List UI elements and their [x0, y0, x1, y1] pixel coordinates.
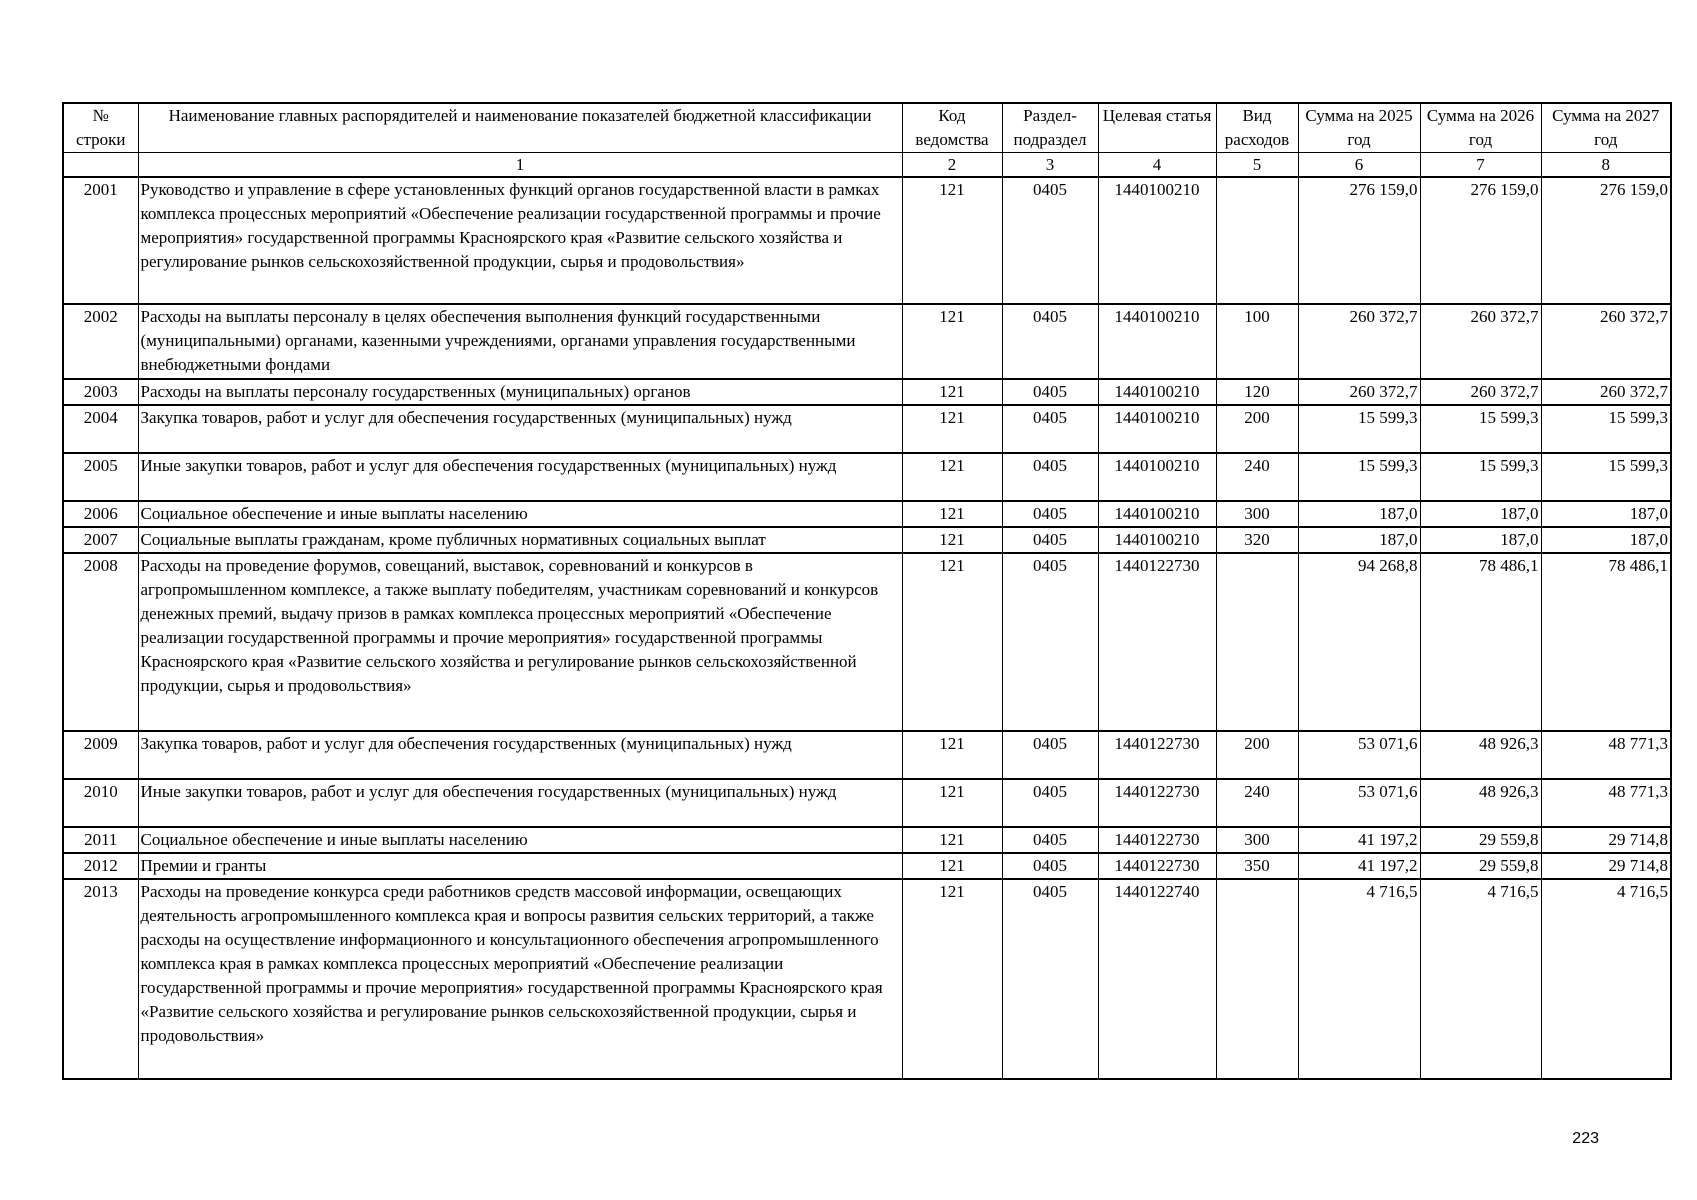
cell-row-no: 2008	[63, 553, 138, 731]
cell-sum-2026: 29 559,8	[1420, 827, 1541, 853]
cell-sum-2025: 187,0	[1298, 501, 1420, 527]
cell-section: 0405	[1002, 501, 1098, 527]
cell-sum-2026: 78 486,1	[1420, 553, 1541, 731]
cell-name: Премии и гранты	[138, 853, 902, 879]
column-number	[63, 153, 138, 178]
cell-exp-type: 240	[1216, 453, 1298, 501]
cell-row-no: 2003	[63, 379, 138, 405]
cell-sum-2025: 276 159,0	[1298, 177, 1420, 304]
cell-section: 0405	[1002, 827, 1098, 853]
cell-sum-2026: 260 372,7	[1420, 304, 1541, 379]
cell-exp-type: 320	[1216, 527, 1298, 553]
cell-name: Закупка товаров, работ и услуг для обеспечения государственных (муниципальных) нужд	[138, 731, 902, 779]
table-row	[63, 453, 1671, 501]
cell-sum-2026: 187,0	[1420, 501, 1541, 527]
cell-sum-2027: 187,0	[1541, 527, 1671, 553]
table-row	[63, 177, 1671, 304]
cell-section: 0405	[1002, 379, 1098, 405]
cell-sum-2026: 4 716,5	[1420, 879, 1541, 1079]
header-target: Целевая статья	[1098, 103, 1216, 153]
cell-dept-code: 121	[902, 879, 1002, 1079]
cell-exp-type: 200	[1216, 405, 1298, 453]
cell-sum-2025: 41 197,2	[1298, 827, 1420, 853]
cell-row-no: 2005	[63, 453, 138, 501]
cell-target: 1440100210	[1098, 501, 1216, 527]
table-row	[63, 501, 1671, 527]
header-name: Наименование главных распорядителей и наименование показателей бюджетной классификации	[138, 103, 902, 153]
cell-target: 1440100210	[1098, 379, 1216, 405]
cell-target: 1440100210	[1098, 177, 1216, 304]
header-section: Раздел-подраздел	[1002, 103, 1098, 153]
column-number: 5	[1216, 153, 1298, 178]
cell-row-no: 2011	[63, 827, 138, 853]
column-number-row	[63, 153, 1671, 178]
cell-dept-code: 121	[902, 779, 1002, 827]
cell-sum-2026: 276 159,0	[1420, 177, 1541, 304]
cell-sum-2025: 15 599,3	[1298, 453, 1420, 501]
cell-section: 0405	[1002, 177, 1098, 304]
cell-sum-2027: 260 372,7	[1541, 379, 1671, 405]
cell-dept-code: 121	[902, 405, 1002, 453]
cell-section: 0405	[1002, 879, 1098, 1079]
table-row	[63, 779, 1671, 827]
cell-sum-2025: 4 716,5	[1298, 879, 1420, 1079]
table-row	[63, 527, 1671, 553]
cell-sum-2026: 29 559,8	[1420, 853, 1541, 879]
cell-row-no: 2012	[63, 853, 138, 879]
table-row	[63, 379, 1671, 405]
cell-section: 0405	[1002, 527, 1098, 553]
cell-row-no: 2001	[63, 177, 138, 304]
cell-sum-2025: 187,0	[1298, 527, 1420, 553]
cell-sum-2027: 4 716,5	[1541, 879, 1671, 1079]
header-sum-2025: Сумма на 2025 год	[1298, 103, 1420, 153]
cell-row-no: 2013	[63, 879, 138, 1079]
cell-sum-2025: 94 268,8	[1298, 553, 1420, 731]
column-number: 4	[1098, 153, 1216, 178]
column-number: 8	[1541, 153, 1671, 178]
cell-section: 0405	[1002, 553, 1098, 731]
table-row	[63, 879, 1671, 1079]
cell-exp-type: 100	[1216, 304, 1298, 379]
cell-dept-code: 121	[902, 501, 1002, 527]
page-number: 223	[1572, 1130, 1599, 1147]
cell-target: 1440122730	[1098, 553, 1216, 731]
cell-sum-2025: 260 372,7	[1298, 304, 1420, 379]
cell-sum-2025: 15 599,3	[1298, 405, 1420, 453]
cell-exp-type: 120	[1216, 379, 1298, 405]
cell-row-no: 2010	[63, 779, 138, 827]
cell-sum-2027: 15 599,3	[1541, 453, 1671, 501]
cell-exp-type: 300	[1216, 501, 1298, 527]
header-sum-2026: Сумма на 2026 год	[1420, 103, 1541, 153]
cell-row-no: 2004	[63, 405, 138, 453]
cell-name: Расходы на выплаты персоналу в целях обеспечения выполнения функций государственными (муниципальными) органами, казенными учреждениями, органами управления государственными внебюджетными фондами	[138, 304, 902, 379]
cell-name: Социальное обеспечение и иные выплаты населению	[138, 501, 902, 527]
cell-name: Иные закупки товаров, работ и услуг для обеспечения государственных (муниципальных) нужд	[138, 779, 902, 827]
cell-dept-code: 121	[902, 304, 1002, 379]
cell-dept-code: 121	[902, 379, 1002, 405]
table-body	[63, 177, 1671, 1079]
cell-exp-type	[1216, 553, 1298, 731]
cell-exp-type: 240	[1216, 779, 1298, 827]
cell-target: 1440100210	[1098, 453, 1216, 501]
cell-target: 1440122730	[1098, 853, 1216, 879]
cell-sum-2027: 276 159,0	[1541, 177, 1671, 304]
cell-target: 1440122730	[1098, 731, 1216, 779]
cell-sum-2026: 15 599,3	[1420, 405, 1541, 453]
cell-name: Закупка товаров, работ и услуг для обеспечения государственных (муниципальных) нужд	[138, 405, 902, 453]
budget-table	[62, 102, 1672, 1080]
cell-target: 1440122730	[1098, 779, 1216, 827]
table-row	[63, 731, 1671, 779]
header-sum-2027: Сумма на 2027 год	[1541, 103, 1671, 153]
table-row	[63, 553, 1671, 731]
cell-section: 0405	[1002, 731, 1098, 779]
cell-sum-2025: 53 071,6	[1298, 779, 1420, 827]
cell-exp-type: 300	[1216, 827, 1298, 853]
cell-exp-type	[1216, 177, 1298, 304]
cell-sum-2026: 48 926,3	[1420, 779, 1541, 827]
column-number: 2	[902, 153, 1002, 178]
column-number: 6	[1298, 153, 1420, 178]
table-row	[63, 405, 1671, 453]
cell-sum-2027: 78 486,1	[1541, 553, 1671, 731]
cell-sum-2025: 53 071,6	[1298, 731, 1420, 779]
table-row	[63, 827, 1671, 853]
cell-target: 1440100210	[1098, 527, 1216, 553]
cell-name: Социальное обеспечение и иные выплаты населению	[138, 827, 902, 853]
cell-dept-code: 121	[902, 527, 1002, 553]
cell-section: 0405	[1002, 453, 1098, 501]
cell-sum-2027: 29 714,8	[1541, 827, 1671, 853]
cell-name: Иные закупки товаров, работ и услуг для обеспечения государственных (муниципальных) нужд	[138, 453, 902, 501]
cell-dept-code: 121	[902, 177, 1002, 304]
header-row-no: № строки	[63, 103, 138, 153]
cell-target: 1440100210	[1098, 405, 1216, 453]
cell-name: Социальные выплаты гражданам, кроме публичных нормативных социальных выплат	[138, 527, 902, 553]
cell-row-no: 2009	[63, 731, 138, 779]
cell-target: 1440122740	[1098, 879, 1216, 1079]
cell-sum-2027: 15 599,3	[1541, 405, 1671, 453]
cell-name: Расходы на проведение конкурса среди работников средств массовой информации, освещающих деятельность агропромышленного комплекса края и вопросы развития сельских территорий, а также расходы на осуществление информационного и консультационного обеспечения агропромышленного комплекса края в рамках комплекса процессных мероприятий «Обеспечение реализации государственной программы и прочие мероприятия» государственной программы Красноярского края «Развитие сельского хозяйства и регулирование рынков сельскохозяйственной продукции, сырья и продовольствия»	[138, 879, 902, 1079]
cell-dept-code: 121	[902, 553, 1002, 731]
cell-sum-2027: 29 714,8	[1541, 853, 1671, 879]
cell-name: Руководство и управление в сфере установленных функций органов государственной власти в рамках комплекса процессных мероприятий «Обеспечение реализации государственной программы и прочие мероприятия» государственной программы Красноярского края «Развитие сельского хозяйства и регулирование рынков сельскохозяйственной продукции, сырья и продовольствия»	[138, 177, 902, 304]
cell-sum-2027: 48 771,3	[1541, 779, 1671, 827]
cell-target: 1440100210	[1098, 304, 1216, 379]
table-row	[63, 304, 1671, 379]
cell-target: 1440122730	[1098, 827, 1216, 853]
cell-exp-type	[1216, 879, 1298, 1079]
cell-sum-2026: 260 372,7	[1420, 379, 1541, 405]
cell-section: 0405	[1002, 405, 1098, 453]
cell-sum-2027: 260 372,7	[1541, 304, 1671, 379]
header-exp-type: Вид расходов	[1216, 103, 1298, 153]
cell-dept-code: 121	[902, 827, 1002, 853]
cell-row-no: 2006	[63, 501, 138, 527]
cell-name: Расходы на выплаты персоналу государственных (муниципальных) органов	[138, 379, 902, 405]
cell-sum-2027: 187,0	[1541, 501, 1671, 527]
table-row	[63, 853, 1671, 879]
cell-section: 0405	[1002, 779, 1098, 827]
cell-section: 0405	[1002, 853, 1098, 879]
cell-dept-code: 121	[902, 853, 1002, 879]
header-row	[63, 103, 1671, 153]
column-number: 7	[1420, 153, 1541, 178]
header-dept-code: Код ведомства	[902, 103, 1002, 153]
cell-sum-2025: 41 197,2	[1298, 853, 1420, 879]
cell-sum-2025: 260 372,7	[1298, 379, 1420, 405]
cell-exp-type: 350	[1216, 853, 1298, 879]
cell-sum-2026: 187,0	[1420, 527, 1541, 553]
cell-dept-code: 121	[902, 453, 1002, 501]
cell-row-no: 2007	[63, 527, 138, 553]
cell-sum-2027: 48 771,3	[1541, 731, 1671, 779]
column-number: 3	[1002, 153, 1098, 178]
cell-dept-code: 121	[902, 731, 1002, 779]
cell-sum-2026: 48 926,3	[1420, 731, 1541, 779]
cell-sum-2026: 15 599,3	[1420, 453, 1541, 501]
column-number: 1	[138, 153, 902, 178]
cell-name: Расходы на проведение форумов, совещаний, выставок, соревнований и конкурсов в агропромышленном комплексе, а также выплату победителям, участникам соревнований и конкурсов денежных премий, выдачу призов в рамках комплекса процессных мероприятий «Обеспечение реализации государственной программы и прочие мероприятия» государственной программы Красноярского края «Развитие сельского хозяйства и регулирование рынков сельскохозяйственной продукции, сырья и продовольствия»	[138, 553, 902, 731]
cell-row-no: 2002	[63, 304, 138, 379]
cell-exp-type: 200	[1216, 731, 1298, 779]
cell-section: 0405	[1002, 304, 1098, 379]
